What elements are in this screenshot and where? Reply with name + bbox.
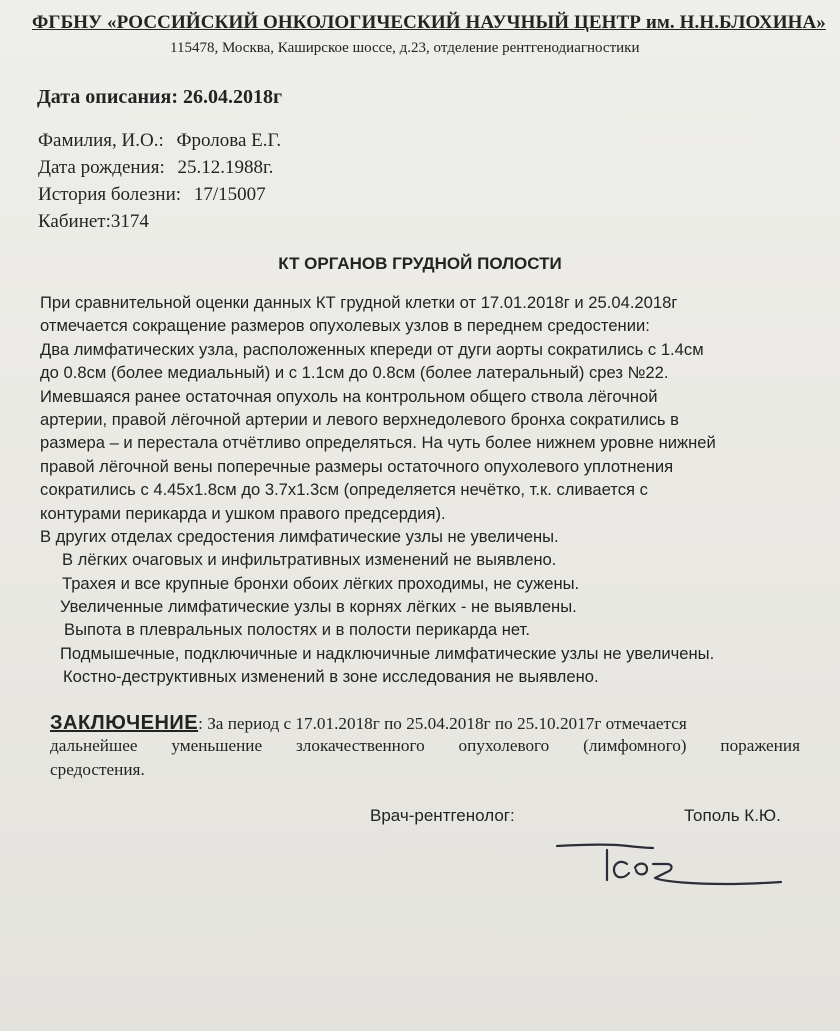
patient-dob-row (38, 157, 281, 184)
patient-name-label: Фамилия, И.О.: (38, 130, 164, 151)
patient-history-row (38, 184, 281, 211)
patient-cabinet-row (38, 211, 281, 238)
report-line: артерии, правой лёгочной артерии и левого верхнедолевого бронха сократились в (40, 409, 679, 429)
report-line: до 0.8см (более медиальный) и с 1.1см до 0.8см (более латеральный) срез №22. (40, 363, 669, 383)
patient-cabinet-label: Кабинет: (38, 211, 111, 232)
doctor-role: Врач-рентгенолог: (370, 806, 515, 825)
conclusion-line (50, 712, 800, 736)
report-line: отмечается сокращение размеров опухолевых узлов в переднем средостении: (40, 316, 650, 336)
report-line: При сравнительной оценки данных КТ грудной клетки от 17.01.2018г и 25.04.2018г (40, 293, 678, 312)
doctor-name: Тополь К.Ю. (684, 806, 781, 825)
handwritten-signature (555, 838, 785, 898)
patient-name-value: Фролова Е.Г. (176, 130, 282, 151)
conclusion-line: средостения. (50, 760, 145, 779)
patient-cabinet-value: 3174 (110, 211, 149, 232)
report-line: Костно-деструктивных изменений в зоне исследования не выявлено. (63, 667, 599, 687)
conclusion-text: дальнейшее уменьшение злокачественного опухолевого (лимфомного) поражения (50, 736, 800, 755)
report-line: В лёгких очаговых и инфильтративных изменений не выявлено. (62, 550, 557, 570)
conclusion (50, 712, 800, 784)
report-line: Увеличенные лимфатические узлы в корнях лёгких - не выявлены. (60, 597, 577, 617)
report-line: сократились с 4.45х1.8см до 3.7х1.3см (определяется нечётко, т.к. сливается с (40, 480, 648, 500)
patient-dob-value: 25.12.1988г. (177, 157, 274, 178)
report-line: В других отделах средостения лимфатические узлы не увеличены. (40, 526, 559, 546)
description-date: Дата описания: 26.04.2018г (37, 86, 283, 108)
patient-dob-label: Дата рождения: (38, 157, 165, 178)
conclusion-heading: ЗАКЛЮЧЕНИЕ (50, 712, 199, 734)
report-line: контурами перикарда и ушком правого предсердия). (40, 503, 446, 523)
organization-name: ФГБНУ «РОССИЙСКИЙ ОНКОЛОГИЧЕСКИЙ НАУЧНЫЙ ЦЕНТР им. Н.Н.БЛОХИНА» (32, 12, 826, 33)
report-line: правой лёгочной вены поперечные размеры остаточного опухолевого уплотнения (40, 456, 674, 476)
exam-title: КТ ОРГАНОВ ГРУДНОЙ ПОЛОСТИ (278, 254, 562, 273)
organization-address: 115478, Москва, Каширское шоссе, д.23, отделение рентгенодиагностики (170, 40, 640, 56)
report-line: Имевшаяся ранее остаточная опухоль на контрольном общего ствола лёгочной (40, 386, 658, 406)
conclusion-line (50, 736, 800, 760)
report-line: Два лимфатических узла, расположенных кпереди от дуги аорты сократились с 1.4см (40, 339, 704, 359)
report-line: Выпота в плевральных полостях и в полости перикарда нет. (64, 620, 530, 640)
report-line: Трахея и все крупные бронхи обоих лёгких проходимы, не сужены. (62, 573, 580, 593)
report-body (40, 293, 716, 691)
patient-history-label: История болезни: (38, 184, 182, 205)
patient-info (38, 130, 281, 238)
patient-name-row (38, 130, 281, 157)
report-line: Подмышечные, подключичные и надключичные лимфатические узлы не увеличены. (60, 643, 715, 663)
patient-history-value: 17/15007 (193, 184, 266, 205)
report-line: размера – и перестала отчётливо определяться. На чуть более нижнем уровне нижней (40, 433, 716, 453)
conclusion-text: : За период с 17.01.2018г по 25.04.2018г по 25.10.2017г отмечается (198, 714, 687, 733)
